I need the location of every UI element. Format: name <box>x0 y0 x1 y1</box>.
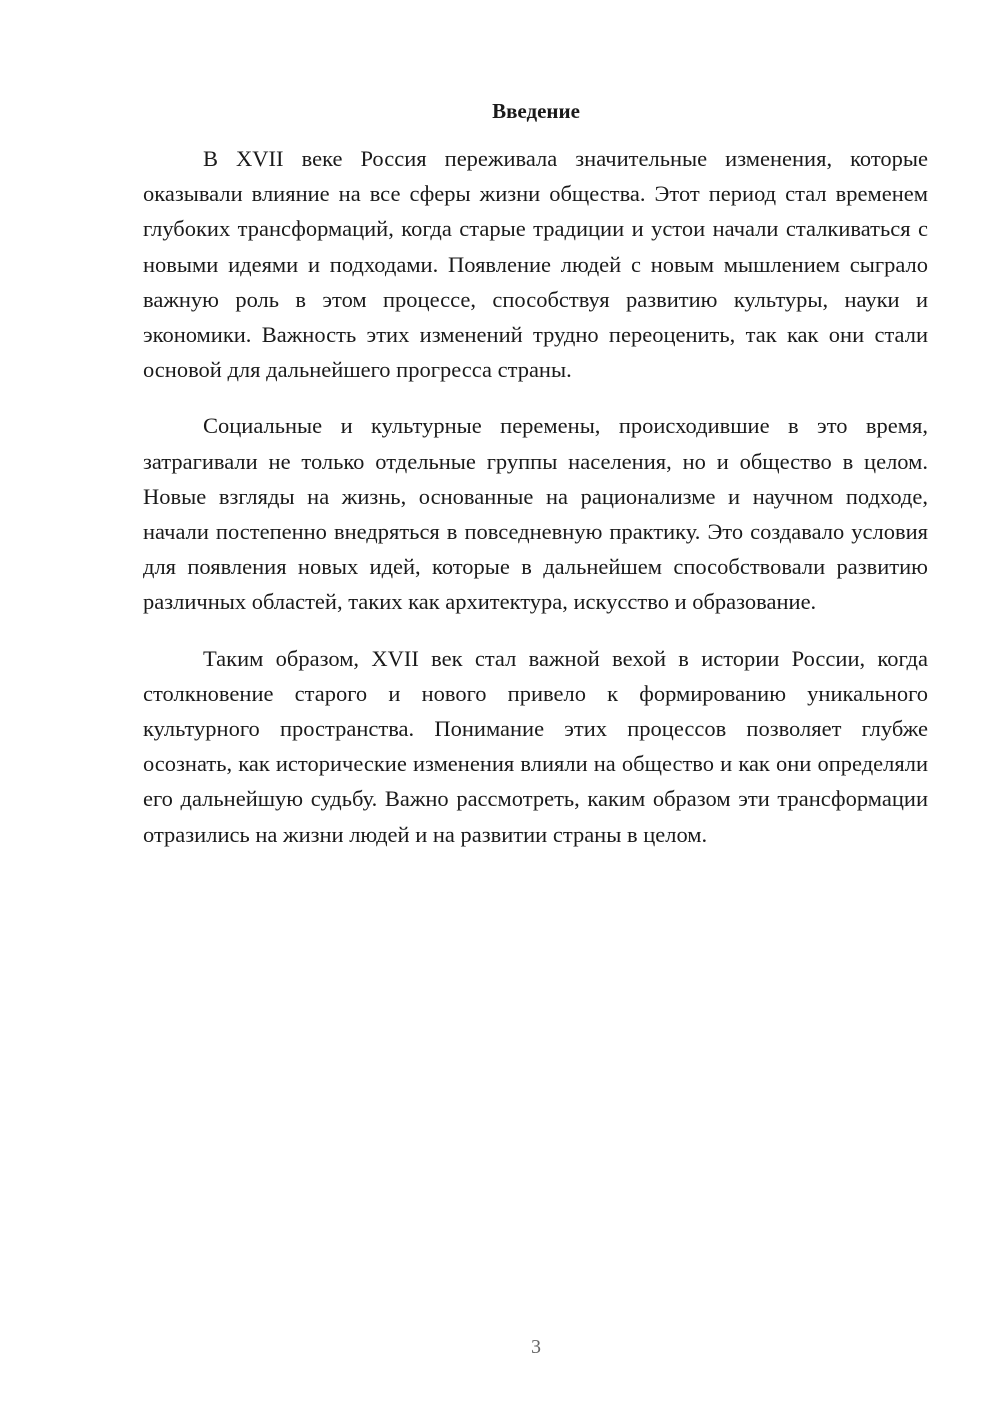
paragraph-3: Таким образом, XVII век стал важной вехой в истории России, когда столкновение старого и нового привело к формированию уникального культурного пространства. Понимание этих процессов позволяет глубже осознать, как исторические изменения влияли на общество и как они определяли его дальнейшую судьбу. Важно рассмотреть, каким образом эти трансформации отразились на жизни людей и на развитии страны в целом. <box>143 645 928 847</box>
body-text <box>143 141 928 873</box>
paragraph-1: В XVII веке Россия переживала значительные изменения, которые оказывали влияние на все сферы жизни общества. Этот период стал временем глубоких трансформаций, когда старые традиции и устои начали сталкиваться с новыми идеями и подходами. Появление людей с новым мышлением сыграло важную роль в этом процессе, способствуя развитию культуры, науки и экономики. Важность этих изменений трудно переоценить, так как они стали основой для дальнейшего прогресса страны. <box>143 146 928 383</box>
section-heading: Введение <box>492 99 580 123</box>
page-number: 3 <box>531 1336 541 1358</box>
paragraph-2: Социальные и культурные перемены, происходившие в это время, затрагивали не только отдельные группы населения, но и общество в целом. Новые взгляды на жизнь, основанные на рационализме и научном подходе, начали постепенно внедряться в повседневную практику. Это создавало условия для появления новых идей, которые в дальнейшем способствовали развитию различных областей, таких как архитектура, искусство и образование. <box>143 413 928 615</box>
